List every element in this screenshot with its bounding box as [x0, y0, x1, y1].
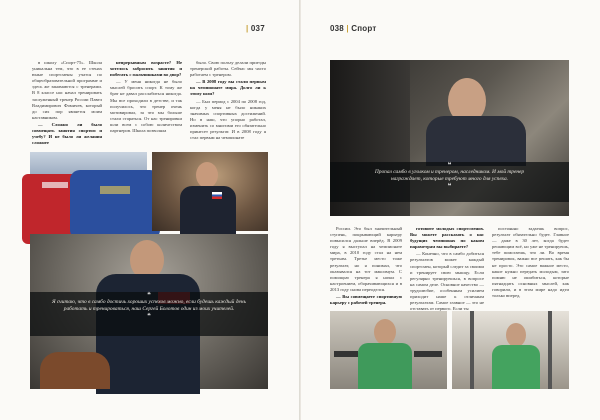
- left-page-number: 037: [250, 24, 265, 33]
- body-paragraph: — У меня никогда не было мыслей бросить спорт. К тому же брат не давал расслабиться никогда. Мы все проходили в детстве, и так получилось, что тренер очень мотивировал, за что мы больше стали стараться. От нас тренировки шли всем с собою количеством партнеров. Школа позволяла: [110, 79, 182, 134]
- right-photo-caption-band: [330, 162, 569, 202]
- left-text-column-1: [32, 60, 102, 148]
- quote-mark-icon: ❝: [147, 312, 151, 320]
- interview-question: непрерывным возрасте? Не хотелось забросить занятия и побегать с мальчишками во двор?: [110, 60, 182, 78]
- photo-gym-machine: [452, 311, 569, 389]
- running-head-divider: |: [346, 24, 349, 33]
- body-paragraph: было. Свою пользу делали приезды тренерской работы. Сейчас мы часто работаем с тренером.: [190, 60, 266, 78]
- interview-question: — Сложно ли было совмещать занятия спортом и учебу? И не было ли желания сложнее: [32, 121, 102, 146]
- right-page: [301, 0, 600, 420]
- photo-athlete-jacket: [152, 152, 268, 231]
- photo-athlete-tracksuit: [30, 234, 268, 389]
- body-paragraph: постоянно задаешь вопрос, результат обязательно будет. Главное — даже в 30 лет, когда будет решающим всё, но уже не тренируешь, тебе помогаешь, что ли. Во время тренировок, важно все решать, как бы не просто. Это самое важное место, какое нужно передать молодым, зато помню не ошибиться, которые пятнадцать основных мыслей, как говорили, и в этом мире надо идти только вперед.: [492, 226, 569, 299]
- quote-mark-icon: ❝: [447, 161, 452, 169]
- interview-question: — В 2008 году вы стали первым на чемпионате мира. Долго ли к этому шли?: [190, 79, 266, 97]
- interview-question: — Вы совмещаете спортивную карьеру с рабочей тренера.: [330, 294, 402, 306]
- running-head-divider: |: [246, 24, 249, 33]
- right-text-column-1: [330, 226, 402, 308]
- quote-mark-icon: ❝: [147, 291, 151, 299]
- left-page: [0, 0, 299, 420]
- body-paragraph: России. Это был значительный ступень, покрывающий карьеру повысился дальше вперёд. В 2009 году я выступал на чемпионате мира, в 2010 году стал на нем третьим. Третье место тоже результат, но я понимал, что оказывался на тот максимум. С помощью тренера я начал с настроением, оборачивающихся и в 2013 году снова переоделся.: [330, 226, 402, 292]
- right-text-column-2: [410, 226, 484, 312]
- left-text-column-3: [190, 60, 266, 148]
- body-paragraph: в школу «Спорт-75». Школа уникальна тем, что в ее стенах юные спортсмены учатся по общеобразовательной программе и здесь же занимаются с тренерами. В 8 классе нас начал тренировать заслуженный тренер России Павел Владимирович Фомичев, который до сих пор является моим наставником.: [32, 60, 102, 120]
- right-text-column-3: [492, 226, 569, 308]
- photo-mat-suits: [30, 152, 147, 231]
- body-paragraph: — Конечно, что в самбо добиться результатов может каждый спортсмен, который следит за своими и тренирует свою мышцу. Если регулярно тренируешься, в вопросе на самом деле. Основное качество — трудолюбие, особенным усилием приходит наше к отличным результатам. Самое главное — это не отставать от первого. Если ты: [410, 251, 484, 312]
- right-page-number: 038: [330, 24, 344, 33]
- left-photo-caption: Я считаю, что в самбо достичь хороших успехов можно, если будешь каждый день работать и тренироваться, наш Сергей Болотов один из моих учителей.: [51, 299, 247, 312]
- interview-question: готовите молодых спортсменов. Вы можете рассказать о нас будущих чемпионах по каким параметрам вы выбираете?: [410, 226, 484, 250]
- body-paragraph: — Был период с 2004 по 2008 год, когда у меня не было никаких значимых спортивных достижений. Но в наш, что упорно работал, изменить со многими его обязательно принесет результат. И в 2008 году я стал первым на чемпионате: [190, 98, 266, 141]
- photo-gym-exercise: [330, 311, 447, 389]
- left-photo-caption-band: [30, 292, 268, 336]
- right-photo-caption: Пропал самбо в уголком и тренером, наследником. И мой тренер награждает, которые требуют много для успеха.: [374, 169, 525, 182]
- left-running-head: [246, 24, 265, 33]
- right-running-head: [330, 24, 376, 33]
- quote-mark-icon: ❝: [447, 182, 452, 190]
- left-text-column-2: [110, 60, 182, 148]
- photo-athlete-car: [330, 60, 569, 216]
- section-name: Спорт: [351, 24, 377, 33]
